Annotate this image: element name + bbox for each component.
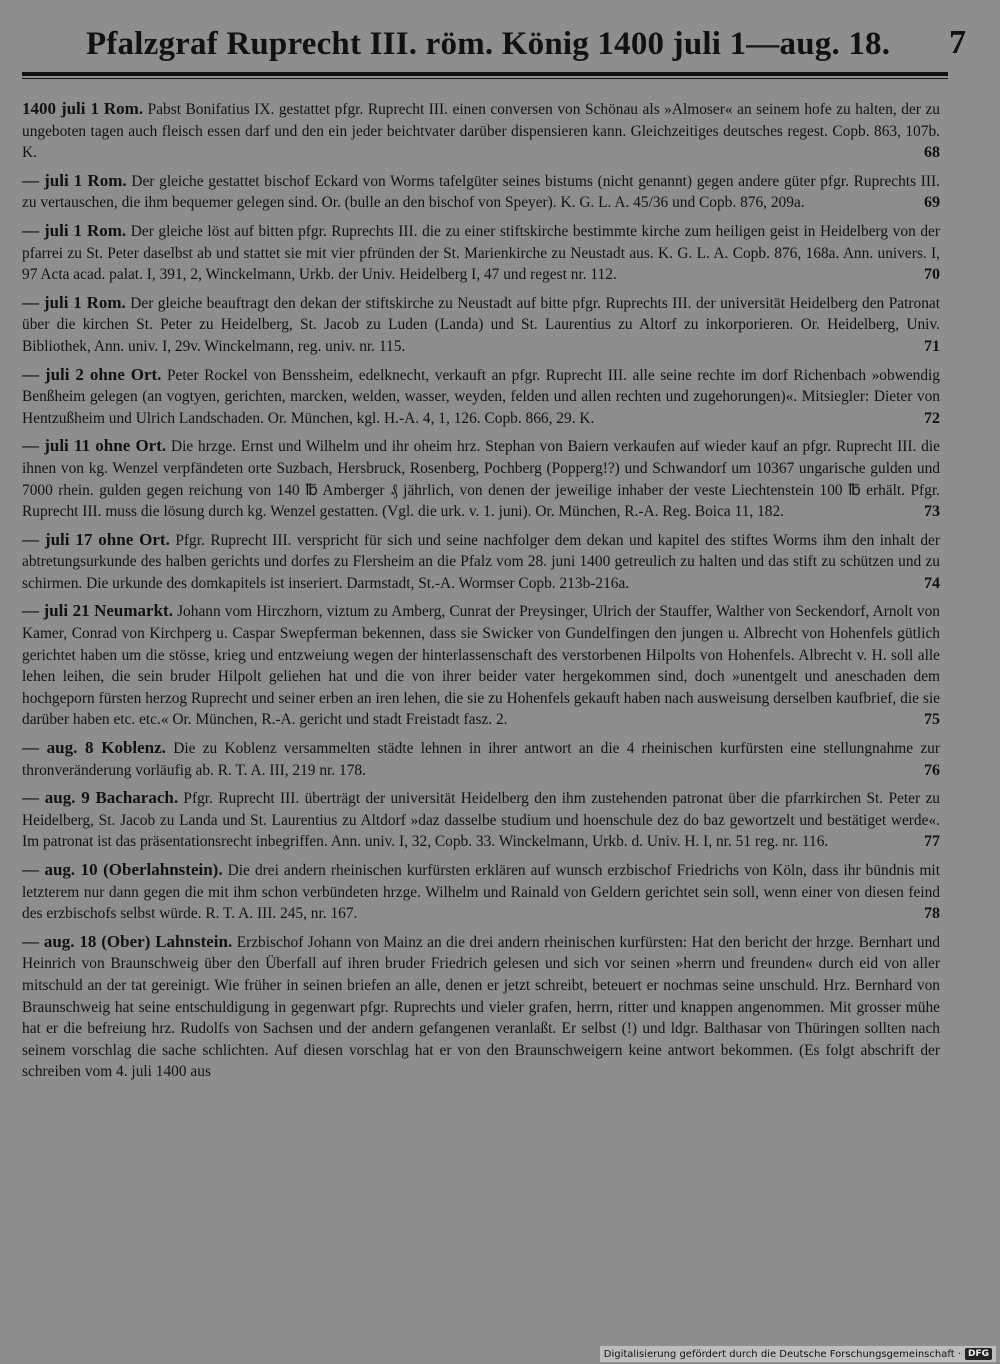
- entry-number: 71: [924, 337, 940, 355]
- entry-text: Johann vom Hirczhorn, viztum zu Amberg, Cunrat der Preysinger, Ulrich der Stauffer, Walther von Seckendorf, Arnolt von Kamer, Conrad von Kirchperg u. Caspar Swepferman bekennen, dass sie Swicker von Gundelfingen den jungen u. Albrecht von Hohenfels gütlich gerichtet haben um die stösse, krieg und entzweiung wegen der hinterlassenschaft des verstorbenen Hilpolts von Hohenfels. Albrecht v. H. soll alle lehen leihen, die sein bruder Hilpolt geliehen hat und die von ihrer beider vater hergekommen sind, doch »unentgelt und aneschaden dem hochgeporn fürsten herzog Ruprecht und seiner erben an iren lehen, die sie zu Hohenfels gekauft haben nach ausweisung derselben kaufbrief, die sie darüber haben etc. etc.« Or. München, R.-A. gericht und stadt Freistadt fasz. 2.: [22, 603, 940, 729]
- regest-entry: [22, 98, 940, 164]
- entry-paragraph: [22, 737, 940, 781]
- entry-date: — juli 2 ohne Ort.: [22, 364, 162, 384]
- regest-entry: [22, 170, 940, 214]
- footer-credit: Digitalisierung gefördert durch die Deutsche Forschungsgemeinschaft ·: [603, 1348, 961, 1360]
- entry-date: — aug. 18 (Ober) Lahnstein.: [22, 931, 233, 951]
- entry-text: Der gleiche gestattet bischof Eckard von Worms tafelgüter seines bistums (nicht genannt) gegen andere güter pfgr. Ruprechts III. zu vertauschen, die ihm bequemer gelegen sind. Or. (bulle an den bischof von Speyer). K. G. L. A. 45/36 und Copb. 876, 209a.: [22, 172, 941, 212]
- entry-number: 77: [924, 833, 940, 851]
- entry-paragraph: [22, 600, 940, 731]
- entry-date: — juli 1 Rom.: [22, 170, 127, 190]
- regest-entry: [22, 435, 940, 522]
- entry-number: 69: [924, 194, 940, 212]
- entry-number: 72: [924, 409, 940, 427]
- regest-entry: [22, 529, 940, 595]
- entry-text: Die hrzge. Ernst und Wilhelm und ihr oheim hrz. Stephan von Baiern verkaufen auf wieder kauf an pfgr. Ruprecht III. die ihnen von kg. Wenzel verpfändeten orte Suzbach, Hersbruck, Rosenberg, Pochberg (Popperg!?) und Schwandorf um 10367 ungarische gulden und 7000 rhein. gulden gegen reichung von 140 ℔ Amberger ₰ jährlich, von denen der jeweilige inhaber der veste Liechtenstein 100 ℔ erhält. Pfgr. Ruprecht III. muss die lösung durch kg. Wenzel gestatten. (Vgl. die urk. v. 1. juni). Or. München, R.-A. Reg. Boica 11, 182.: [22, 438, 940, 521]
- page-header: [0, 0, 1000, 80]
- entry-paragraph: [22, 931, 940, 1083]
- entry-text: Die drei andern rheinischen kurfürsten erklären auf wunsch erzbischof Friedrichs von Köln, dass ihr bündnis mit letzterem nur dann gegen die mit ihm schon verbündeten hrzge. Wilhelm und Rainald von Geldern gerichtet sein soll, wenn einer von diesen feind des erzbischofs selbst würde. R. T. A. III. 245, nr. 167.: [22, 862, 940, 923]
- dfg-logo-icon: DFG: [965, 1348, 992, 1360]
- regest-entry: [22, 859, 940, 925]
- entry-paragraph: [22, 220, 940, 286]
- entry-paragraph: [22, 292, 940, 358]
- entry-date: — aug. 8 Koblenz.: [22, 738, 166, 758]
- header-rule-thin: [22, 78, 948, 79]
- entry-date: — juli 17 ohne Ort.: [22, 529, 170, 549]
- entry-text: Peter Rockel von Benssheim, edelknecht, verkauft an pfgr. Ruprecht III. alle seine rechte im dorf Richenbach »obwendig Benßheim gelegen (an vogtyen, gerichten, marcken, welden, wasser, weyden, felden und allen rechten und zugehorungen)«. Mitsiegler: Dieter von Hentzußheim und Ulrich Landschaden. Or. München, kgl. H.-A. 4, 1, 126. Copb. 866, 29. K.: [22, 366, 940, 427]
- entry-text: Die zu Koblenz versammelten städte lehnen in ihrer antwort an die 4 rheinischen kurfürsten eine stellungnahme zur thronveränderung vorläufig ab. R. T. A. III, 219 nr. 178.: [22, 740, 941, 779]
- page-number: 7: [949, 24, 966, 61]
- regest-entry: [22, 600, 940, 731]
- entry-text: Der gleiche beauftragt den dekan der stiftskirche zu Neustadt auf bitte pfgr. Ruprechts III. der universität Heidelberg den Patronat über die kirchen St. Peter zu Heidelberg, St. Jacob zu Luden (Landa) und St. Laurentius zu Altorf zu inkorporieren. Or. Heidelberg, Univ. Bibliothek, Ann. univ. I, 29v. Winckelmann, reg. univ. nr. 115.: [22, 294, 940, 355]
- regest-entry: [22, 220, 940, 286]
- entry-number: 76: [924, 761, 940, 779]
- entry-date: — juli 1 Rom.: [22, 292, 126, 312]
- entry-date: — juli 21 Neumarkt.: [22, 601, 173, 621]
- regest-entry: [22, 787, 940, 853]
- entry-text: Der gleiche löst auf bitten pfgr. Ruprechts III. die zu einer stiftskirche bestimmte kirche zum heiligen geist in Heidelberg von der pfarrei zu St. Peter daselbst ab und stattet sie mit vier pfründen der St. Marienkirche zu Neustadt aus. K. G. L. A. Copb. 876, 168a. Ann. univers. I, 97 Acta acad. palat. I, 391, 2, Winckelmann, Urkb. der Univ. Heidelberg I, 47 und regest nr. 112.: [22, 222, 940, 284]
- entry-paragraph: [22, 98, 940, 164]
- dfg-footer: [600, 1346, 996, 1362]
- entry-paragraph: [22, 435, 940, 522]
- entry-date: — aug. 9 Bacharach.: [22, 788, 179, 808]
- entry-paragraph: [22, 859, 940, 925]
- entry-paragraph: [22, 364, 940, 430]
- running-title: Pfalzgraf Ruprecht III. röm. König 1400 juli 1—aug. 18.: [86, 26, 891, 62]
- regest-entry: [22, 292, 940, 358]
- entry-number: 75: [924, 711, 940, 729]
- entry-date: — juli 1 Rom.: [22, 220, 127, 240]
- entry-text: Pfgr. Ruprecht III. verspricht für sich und seine nachfolger dem dekan und kapitel des stiftes Worms ihm den inhalt der abtretungsurkunde des halben gerichts und dorfes zu Flersheim an die Pfalz vom 28. juni 1400 getreulich zu halten und das stift zu schützen und zu schirmen. Die urkunde des domkapitels ist inseriert. Darmstadt, St.-A. Wormser Copb. 213b-216a.: [22, 531, 940, 592]
- entry-number: 68: [924, 144, 940, 162]
- regest-entry: [22, 364, 940, 430]
- entry-date: 1400 juli 1 Rom.: [22, 99, 144, 118]
- entry-text: Erzbischof Johann von Mainz an die drei andern rheinischen kurfürsten: Hat den bericht der hrzge. Bernhart und Heinrich von Braunschweig über den Überfall auf ihren bruder Friedrich gelesen und sich vor seinen »herrn und freunden« durch eid von aller mitschuld an der tat gereinigt. Wie früher in seinen briefen an alle, denen er jetzt schreibt, beteuert er nochmas seine unschuld. Hrz. Bernhard von Braunschweig hat seine entschuldigung in gegenwart pfgr. Ruprechts und vieler grafen, herrn, ritter und knappen angenommen. Mit grosser mühe hat er die befreiung hrz. Rudolfs von Sachsen und der andern gefangenen veranlaßt. Er selbst (!) und ldgr. Balthasar von Thüringen sollten nach seinem vorschlag die sache schlichten. Auf diesen vorschlag hat er von den Braunschweigern keine antwort bekommen. (Es folgt abschrift der schreiben vom 4. juli 1400 aus: [22, 933, 940, 1081]
- regest-list: [22, 98, 940, 1089]
- entry-text: Pfgr. Ruprecht III. überträgt der universität Heidelberg den ihm zustehenden patronat über die pfarrkirchen St. Peter zu Heidelberg, St. Jacob zu Landa und St. Laurentius zu Altdorf »daz dasselbe studium und hoenschule dez do baz gewortzelt und bestätiget werde«. Im patronat ist das präsentationsrecht inbegriffen. Ann. univ. I, 32, Copb. 33. Winckelmann, Urkb. d. Univ. H. I, nr. 51 reg. nr. 116.: [22, 790, 940, 851]
- entry-date: — aug. 10 (Oberlahnstein).: [22, 860, 223, 879]
- header-rule-thick: [22, 72, 948, 76]
- regest-entry: [22, 931, 940, 1083]
- entry-paragraph: [22, 787, 940, 853]
- regest-entry: [22, 737, 940, 781]
- entry-paragraph: [22, 170, 940, 214]
- entry-number: 78: [924, 905, 940, 923]
- entry-date: — juli 11 ohne Ort.: [22, 436, 167, 456]
- entry-text: Pabst Bonifatius IX. gestattet pfgr. Ruprecht III. einen conversen von Schönau als »Almoser« an seinem hofe zu halten, der zu ungeboten tagen auch fleisch essen darf und den ein jeder beichtvater darüber dispensieren kann. Gleichzeitiges deutsches regest. Copb. 863, 107b. K.: [22, 101, 940, 162]
- entry-paragraph: [22, 529, 940, 595]
- entry-number: 70: [924, 266, 940, 284]
- entry-number: 74: [924, 574, 940, 592]
- entry-number: 73: [924, 503, 940, 521]
